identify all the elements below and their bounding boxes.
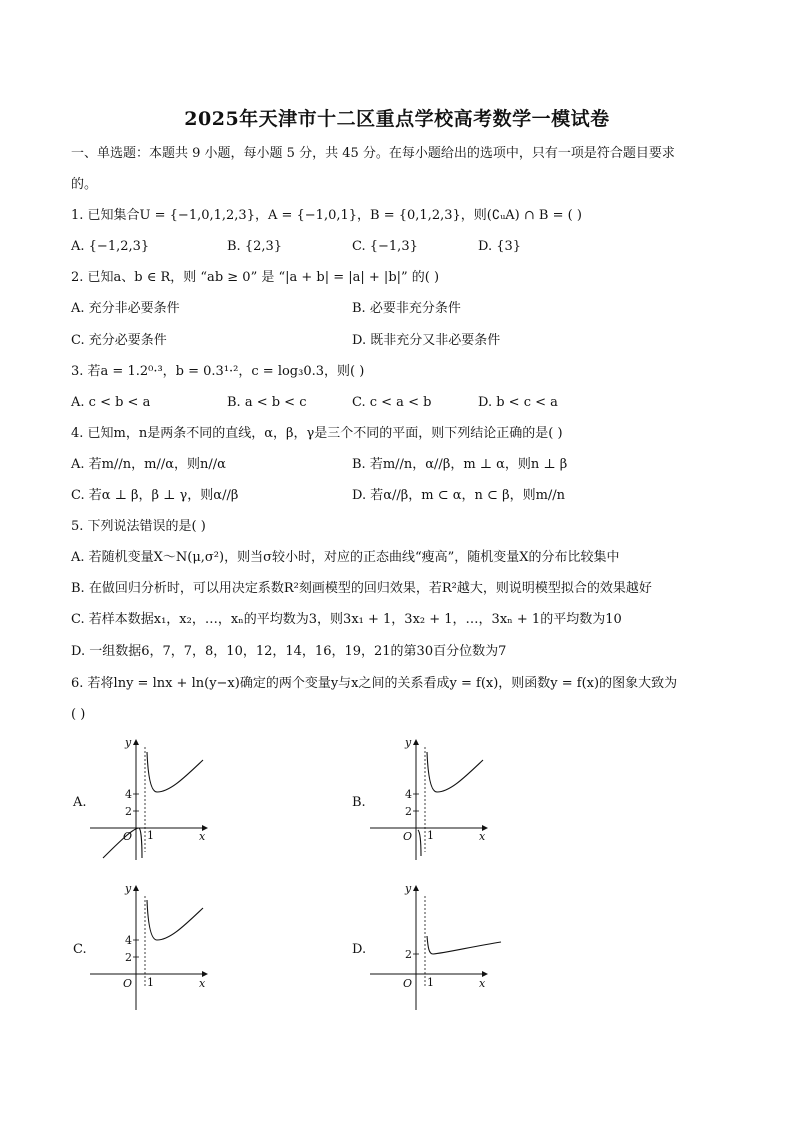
tick-label-1: 1 [427, 829, 434, 842]
tick-label-4: 4 [405, 788, 412, 801]
q6-graph-b [365, 732, 495, 862]
q6-option-c-label: C. [73, 942, 87, 957]
tick-label-1: 1 [427, 976, 434, 989]
curve-right [427, 752, 483, 792]
q5-option-b: B. 在做回归分析时，可以用决定系数R²刻画模型的回归效果，若R²越大，则说明模型拟合的效果越好 [71, 581, 652, 596]
tick-label-4: 4 [125, 788, 132, 801]
q1-option-b: B. {2,3} [227, 239, 283, 254]
section-heading: 一、单选题：本题共 9 小题，每小题 5 分，共 45 分。在每小题给出的选项中，只有一项是符合题目要求 [71, 146, 675, 161]
q6-graph-c [85, 878, 215, 1013]
q6-option-d-label: D. [352, 942, 367, 957]
origin-label: O [123, 977, 133, 990]
q6-graph-d [365, 878, 505, 1013]
q1-option-c: C. {−1,3} [352, 239, 418, 254]
q6-graph-a [85, 732, 215, 862]
q2-option-d: D. 既非充分又非必要条件 [352, 333, 501, 348]
q4-option-a: A. 若m//n，m//α，则n//α [71, 457, 226, 472]
q4-option-c: C. 若α ⊥ β，β ⊥ γ，则α//β [71, 488, 239, 503]
q6-option-b-label: B. [352, 795, 366, 810]
q2-option-c: C. 充分必要条件 [71, 333, 167, 348]
q5-option-d: D. 一组数据6，7，7，8，10，12，14，16，19，21的第30百分位数为7 [71, 644, 507, 659]
question-1-stem: 1. 已知集合U = {−1,0,1,2,3}，A = {−1,0,1}，B = {0,1,2,3}，则(∁ᵤA) ∩ B = ( ) [71, 208, 582, 223]
page-title: 2025年天津市十二区重点学校高考数学一模试卷 [184, 108, 610, 130]
section-heading-cont: 的。 [71, 177, 98, 192]
x-axis-label: x [199, 830, 206, 843]
q2-option-a: A. 充分非必要条件 [71, 301, 180, 316]
x-axis-label: x [199, 977, 206, 990]
q4-option-b: B. 若m//n，α//β，m ⊥ α，则n ⊥ β [352, 457, 568, 472]
curve-right [147, 900, 203, 940]
tick-label-2: 2 [405, 948, 412, 961]
q1-option-a: A. {−1,2,3} [71, 239, 150, 254]
origin-label: O [123, 830, 133, 843]
curve-right [147, 752, 203, 792]
x-axis-label: x [479, 977, 486, 990]
question-3-stem: 3. 若a = 1.2⁰·³，b = 0.3¹·²，c = log₃0.3，则( ) [71, 364, 365, 379]
tick-label-2: 2 [125, 951, 132, 964]
y-axis-label: y [405, 882, 412, 895]
q2-option-b: B. 必要非充分条件 [352, 301, 461, 316]
q3-option-b: B. a < b < c [227, 395, 307, 410]
tick-label-2: 2 [405, 805, 412, 818]
q4-option-d: D. 若α//β，m ⊂ α，n ⊂ β，则m//n [352, 488, 566, 503]
x-axis-label: x [479, 830, 486, 843]
curve-left [418, 830, 421, 856]
y-axis-label: y [125, 882, 132, 895]
origin-label: O [403, 830, 413, 843]
question-6-stem-cont: ( ) [71, 707, 86, 722]
tick-label-1: 1 [147, 976, 154, 989]
origin-label: O [403, 977, 413, 990]
question-4-stem: 4. 已知m，n是两条不同的直线，α，β，γ是三个不同的平面，则下列结论正确的是( ) [71, 426, 563, 441]
q3-option-a: A. c < b < a [71, 395, 151, 410]
q1-option-d: D. {3} [478, 239, 522, 254]
y-axis-label: y [125, 736, 132, 749]
q6-option-a-label: A. [73, 795, 87, 810]
curve-right [427, 936, 501, 954]
q5-option-a: A. 若随机变量X～N(μ,σ²)，则当σ较小时，对应的正态曲线“瘦高”，随机变量X的分布比较集中 [71, 550, 620, 565]
y-axis-label: y [405, 736, 412, 749]
tick-label-2: 2 [125, 805, 132, 818]
question-2-stem: 2. 已知a、b ∈ R，则 “ab ≥ 0” 是 “|a + b| = |a| + |b|” 的( ) [71, 270, 440, 285]
tick-label-1: 1 [147, 829, 154, 842]
q3-option-d: D. b < c < a [478, 395, 558, 410]
q5-option-c: C. 若样本数据x₁，x₂，…，xₙ的平均数为3，则3x₁ + 1，3x₂ + 1，…，3xₙ + 1的平均数为10 [71, 612, 622, 627]
tick-label-4: 4 [125, 934, 132, 947]
q3-option-c: C. c < a < b [352, 395, 432, 410]
question-6-stem: 6. 若将lny = lnx + ln(y−x)确定的两个变量y与x之间的关系看成y = f(x)，则函数y = f(x)的图象大致为 [71, 676, 678, 691]
question-5-stem: 5. 下列说法错误的是( ) [71, 519, 206, 534]
